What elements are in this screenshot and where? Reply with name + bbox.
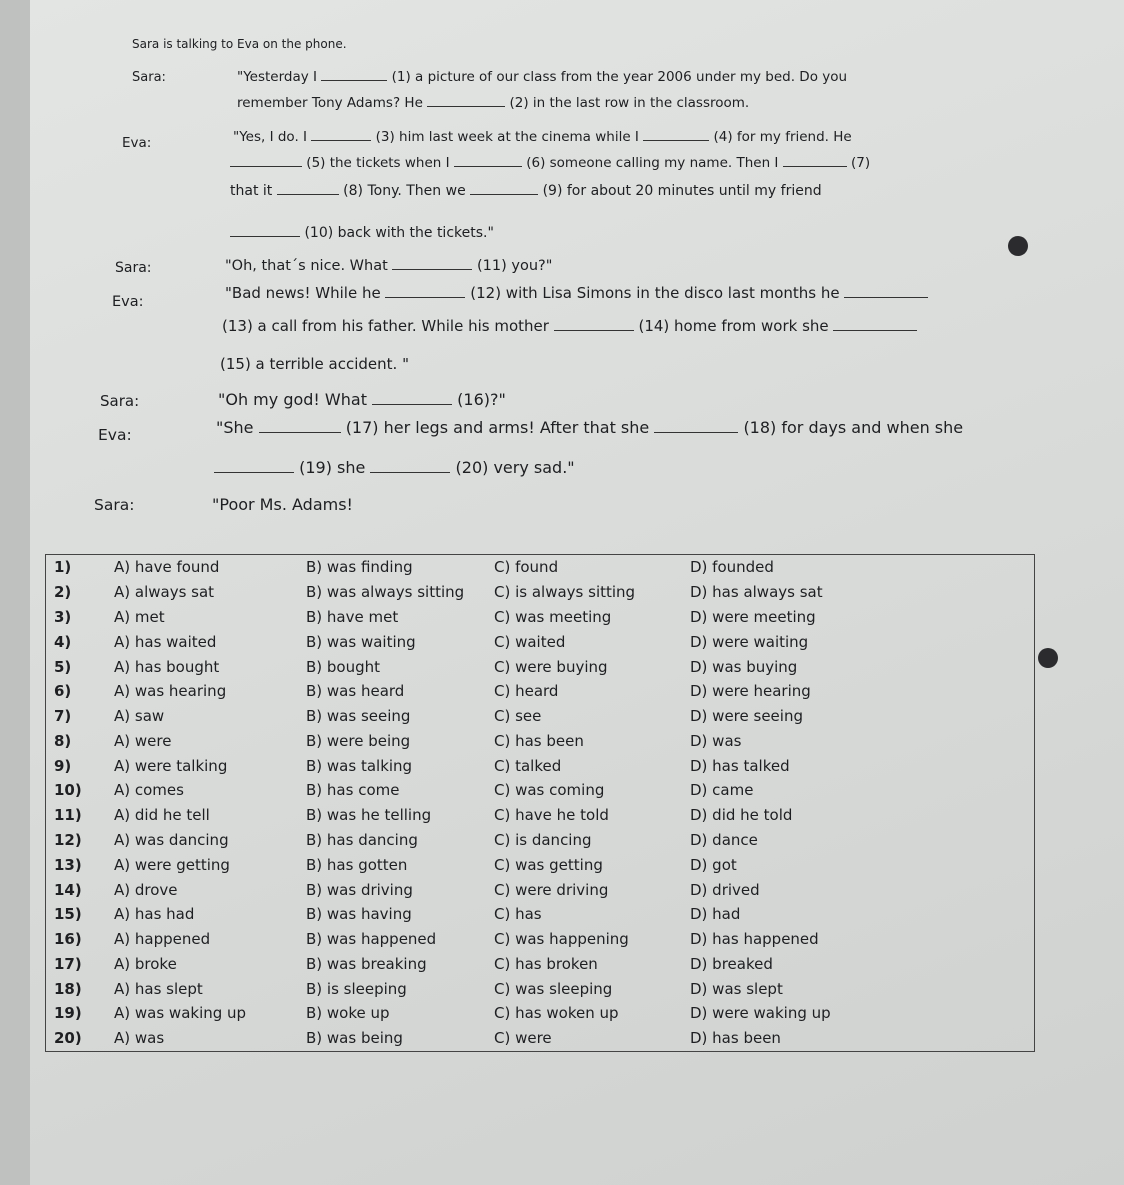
option-d[interactable]: D) were waiting xyxy=(690,632,809,651)
option-a[interactable]: A) has bought xyxy=(114,657,220,676)
option-row xyxy=(46,654,1035,679)
blank-7[interactable] xyxy=(783,152,847,167)
line-1b: (1) a picture of our class from the year 2006 under my bed. Do you xyxy=(391,69,848,85)
option-c[interactable]: C) has xyxy=(494,905,542,924)
line-4c: (7) xyxy=(851,155,871,171)
option-a[interactable]: A) happened xyxy=(114,930,211,949)
option-c[interactable]: C) was getting xyxy=(494,855,603,874)
option-row xyxy=(46,1026,1035,1052)
line-9b: (14) home from work she xyxy=(638,317,829,335)
option-c[interactable]: C) waited xyxy=(494,632,566,651)
blank-15[interactable] xyxy=(833,316,917,331)
option-d[interactable]: D) were hearing xyxy=(690,682,811,701)
line-2b: (2) in the last row in the classroom. xyxy=(509,95,750,111)
question-number: 9) xyxy=(54,756,72,775)
option-c[interactable]: C) were xyxy=(494,1029,552,1048)
option-row xyxy=(46,555,1035,580)
option-d[interactable]: D) dance xyxy=(690,831,758,849)
option-a[interactable]: A) did he tell xyxy=(114,806,210,825)
speaker-sara-2: Sara: xyxy=(115,260,152,276)
option-b[interactable]: B) was happened xyxy=(306,930,437,949)
question-number: 20) xyxy=(54,1029,82,1048)
option-a[interactable]: A) was xyxy=(114,1029,165,1048)
option-row xyxy=(46,828,1035,853)
blank-10[interactable] xyxy=(230,222,300,237)
option-b[interactable]: B) was always sitting xyxy=(306,583,465,602)
option-a[interactable]: A) have found xyxy=(114,558,220,577)
dialogue-line-1 xyxy=(237,66,847,85)
option-row xyxy=(46,1001,1035,1026)
option-row xyxy=(46,778,1035,803)
dialogue-line-7 xyxy=(225,255,552,274)
option-b[interactable]: B) have met xyxy=(306,608,399,627)
line-12a: "She xyxy=(216,418,254,437)
line-4b: (6) someone calling my name. Then I xyxy=(526,155,779,171)
option-a[interactable]: A) were talking xyxy=(114,756,228,775)
option-a[interactable]: A) was dancing xyxy=(114,831,229,849)
option-b[interactable]: B) was finding xyxy=(306,558,413,577)
speaker-eva-3: Eva: xyxy=(98,426,132,444)
question-number: 4) xyxy=(54,632,72,651)
dialogue-line-10: (15) a terrible accident. " xyxy=(220,355,409,373)
option-row xyxy=(46,803,1035,828)
line-7a: "Oh, that´s nice. What xyxy=(225,258,388,274)
option-a[interactable]: A) were getting xyxy=(114,855,230,874)
blank-3[interactable] xyxy=(311,126,371,141)
option-a[interactable]: A) comes xyxy=(114,781,184,800)
question-number: 3) xyxy=(54,608,72,627)
question-number: 15) xyxy=(54,905,82,924)
option-row xyxy=(46,630,1035,655)
speaker-sara-4: Sara: xyxy=(94,496,135,514)
dialogue-line-13 xyxy=(214,458,575,477)
option-c[interactable]: C) see xyxy=(494,707,542,726)
option-c[interactable]: C) talked xyxy=(494,756,562,775)
line-6: (10) back with the tickets." xyxy=(304,225,494,241)
option-c[interactable]: C) found xyxy=(494,558,559,577)
option-row xyxy=(46,927,1035,952)
blank-5[interactable] xyxy=(230,152,302,167)
line-2a: remember Tony Adams? He xyxy=(237,95,423,111)
dialogue-line-5 xyxy=(230,180,822,199)
question-number: 5) xyxy=(54,657,72,676)
option-a[interactable]: A) was waking up xyxy=(114,1004,247,1023)
blank-2[interactable] xyxy=(427,92,505,107)
option-b[interactable]: B) is sleeping xyxy=(306,979,407,998)
option-b[interactable]: B) has gotten xyxy=(306,855,408,874)
option-b[interactable]: B) were being xyxy=(306,731,411,750)
option-d[interactable]: D) got xyxy=(690,855,737,874)
blank-9[interactable] xyxy=(470,180,538,195)
line-11a: "Oh my god! What xyxy=(218,390,367,409)
option-c[interactable]: C) was coming xyxy=(494,781,605,800)
blank-1[interactable] xyxy=(321,66,387,81)
dialogue-line-3 xyxy=(233,126,852,145)
question-number: 19) xyxy=(54,1004,82,1023)
option-b[interactable]: B) was waiting xyxy=(306,632,416,651)
option-c[interactable]: C) has woken up xyxy=(494,1004,619,1023)
option-row xyxy=(46,704,1035,729)
dialogue-line-4 xyxy=(230,152,870,171)
option-row xyxy=(46,852,1035,877)
option-a[interactable]: A) has slept xyxy=(114,979,203,998)
blank-17[interactable] xyxy=(259,418,341,433)
option-b[interactable]: B) was having xyxy=(306,905,412,924)
blank-20[interactable] xyxy=(370,458,450,473)
line-12b: (17) her legs and arms! After that she xyxy=(345,418,650,437)
option-d[interactable]: D) did he told xyxy=(690,806,793,825)
question-number: 1) xyxy=(54,558,72,577)
line-12c: (18) for days and when she xyxy=(743,418,964,437)
option-b[interactable]: B) has come xyxy=(306,781,400,800)
option-c[interactable]: C) was happening xyxy=(494,930,629,949)
option-a[interactable]: A) broke xyxy=(114,954,177,973)
dialogue-line-2 xyxy=(237,92,749,111)
option-b[interactable]: B) was heard xyxy=(306,682,405,701)
option-c[interactable]: C) were driving xyxy=(494,880,609,899)
line-7b: (11) you?" xyxy=(477,258,553,274)
option-d[interactable]: D) was xyxy=(690,731,742,750)
option-b[interactable]: B) was being xyxy=(306,1029,403,1048)
option-row xyxy=(46,976,1035,1001)
option-c[interactable]: C) has been xyxy=(494,731,584,750)
option-row xyxy=(46,605,1035,630)
question-number: 13) xyxy=(54,855,82,874)
dialogue-line-11 xyxy=(218,390,506,409)
option-b[interactable]: B) woke up xyxy=(306,1004,390,1023)
blank-16[interactable] xyxy=(372,390,452,405)
line-5b: (8) Tony. Then we xyxy=(343,183,466,199)
line-5a: that it xyxy=(230,183,273,199)
option-a[interactable]: A) saw xyxy=(114,707,165,726)
question-number: 12) xyxy=(54,831,82,849)
option-a[interactable]: A) drove xyxy=(114,880,178,899)
blank-6[interactable] xyxy=(454,152,522,167)
blank-14[interactable] xyxy=(554,316,634,331)
line-13b: (20) very sad." xyxy=(455,458,575,477)
option-b[interactable]: B) has dancing xyxy=(306,831,418,849)
option-b[interactable]: B) was talking xyxy=(306,756,413,775)
option-d[interactable]: D) came xyxy=(690,781,754,800)
option-a[interactable]: A) was hearing xyxy=(114,682,227,701)
option-c[interactable]: C) has broken xyxy=(494,954,598,973)
dialogue-line-6 xyxy=(230,222,494,241)
line-9a: (13) a call from his father. While his mother xyxy=(222,317,549,335)
blank-4[interactable] xyxy=(643,126,709,141)
option-d[interactable]: D) were seeing xyxy=(690,707,803,726)
question-number: 18) xyxy=(54,979,82,998)
question-number: 11) xyxy=(54,806,82,825)
option-d[interactable]: D) were waking up xyxy=(690,1004,831,1023)
dialogue-line-9 xyxy=(222,316,917,335)
option-a[interactable]: A) met xyxy=(114,608,165,627)
line-11b: (16)?" xyxy=(457,390,506,409)
dialogue-line-12 xyxy=(216,418,963,437)
option-b[interactable]: B) bought xyxy=(306,657,381,676)
option-row xyxy=(46,679,1035,704)
bullet-dot-mark xyxy=(1038,648,1058,668)
option-d[interactable]: D) was slept xyxy=(690,979,783,998)
blank-13[interactable] xyxy=(844,283,928,298)
option-c[interactable]: C) was sleeping xyxy=(494,979,613,998)
option-c[interactable]: C) heard xyxy=(494,682,559,701)
line-8b: (12) with Lisa Simons in the disco last months he xyxy=(470,284,840,302)
blank-18[interactable] xyxy=(654,418,738,433)
blank-11[interactable] xyxy=(392,255,472,270)
line-3c: (4) for my friend. He xyxy=(713,129,852,145)
option-row xyxy=(46,580,1035,605)
line-5c: (9) for about 20 minutes until my friend xyxy=(542,183,822,199)
line-4a: (5) the tickets when I xyxy=(306,155,450,171)
option-row xyxy=(46,729,1035,754)
question-number: 8) xyxy=(54,731,72,750)
question-number: 2) xyxy=(54,583,72,602)
option-b[interactable]: B) was driving xyxy=(306,880,413,899)
question-number: 17) xyxy=(54,954,82,973)
question-number: 16) xyxy=(54,930,82,949)
line-13a: (19) she xyxy=(299,458,366,477)
intro-text: Sara is talking to Eva on the phone. xyxy=(132,37,347,51)
option-a[interactable]: A) has had xyxy=(114,905,195,924)
option-c[interactable]: C) is always sitting xyxy=(494,583,636,602)
options-table xyxy=(45,554,1035,1052)
option-c[interactable]: C) were buying xyxy=(494,657,608,676)
option-b[interactable]: B) was breaking xyxy=(306,954,427,973)
speaker-sara-1: Sara: xyxy=(132,70,166,85)
option-c[interactable]: C) is dancing xyxy=(494,831,592,849)
option-d[interactable]: D) has talked xyxy=(690,756,790,775)
option-a[interactable]: A) has waited xyxy=(114,632,217,651)
option-d[interactable]: D) had xyxy=(690,905,741,924)
option-row xyxy=(46,902,1035,927)
option-b[interactable]: B) was seeing xyxy=(306,707,411,726)
dialogue-line-8 xyxy=(225,283,928,302)
option-d[interactable]: D) has happened xyxy=(690,930,819,949)
option-d[interactable]: D) was buying xyxy=(690,657,798,676)
option-a[interactable]: A) always sat xyxy=(114,583,215,602)
question-number: 10) xyxy=(54,781,82,800)
option-row xyxy=(46,951,1035,976)
blank-12[interactable] xyxy=(385,283,465,298)
question-number: 6) xyxy=(54,682,72,701)
dialogue-line-14: "Poor Ms. Adams! xyxy=(212,495,353,514)
question-number: 7) xyxy=(54,707,72,726)
option-b[interactable]: B) was he telling xyxy=(306,806,432,825)
line-3a: "Yes, I do. I xyxy=(233,129,308,145)
line-1a: "Yesterday I xyxy=(237,69,318,85)
blank-8[interactable] xyxy=(277,180,339,195)
blank-19[interactable] xyxy=(214,458,294,473)
option-d[interactable]: D) drived xyxy=(690,880,760,899)
speaker-eva-1: Eva: xyxy=(122,135,152,151)
option-d[interactable]: D) breaked xyxy=(690,954,773,973)
bullet-dot-mark xyxy=(1008,236,1028,256)
line-3b: (3) him last week at the cinema while I xyxy=(375,129,639,145)
option-c[interactable]: C) have he told xyxy=(494,806,609,825)
speaker-eva-2: Eva: xyxy=(112,294,144,310)
option-a[interactable]: A) were xyxy=(114,731,172,750)
speaker-sara-3: Sara: xyxy=(100,392,140,410)
option-c[interactable]: C) was meeting xyxy=(494,608,612,627)
option-d[interactable]: D) has always sat xyxy=(690,583,823,602)
option-d[interactable]: D) has been xyxy=(690,1029,781,1048)
option-d[interactable]: D) founded xyxy=(690,558,774,577)
question-number: 14) xyxy=(54,880,82,899)
line-8a: "Bad news! While he xyxy=(225,284,381,302)
option-d[interactable]: D) were meeting xyxy=(690,608,816,627)
option-row xyxy=(46,753,1035,778)
option-row xyxy=(46,877,1035,902)
